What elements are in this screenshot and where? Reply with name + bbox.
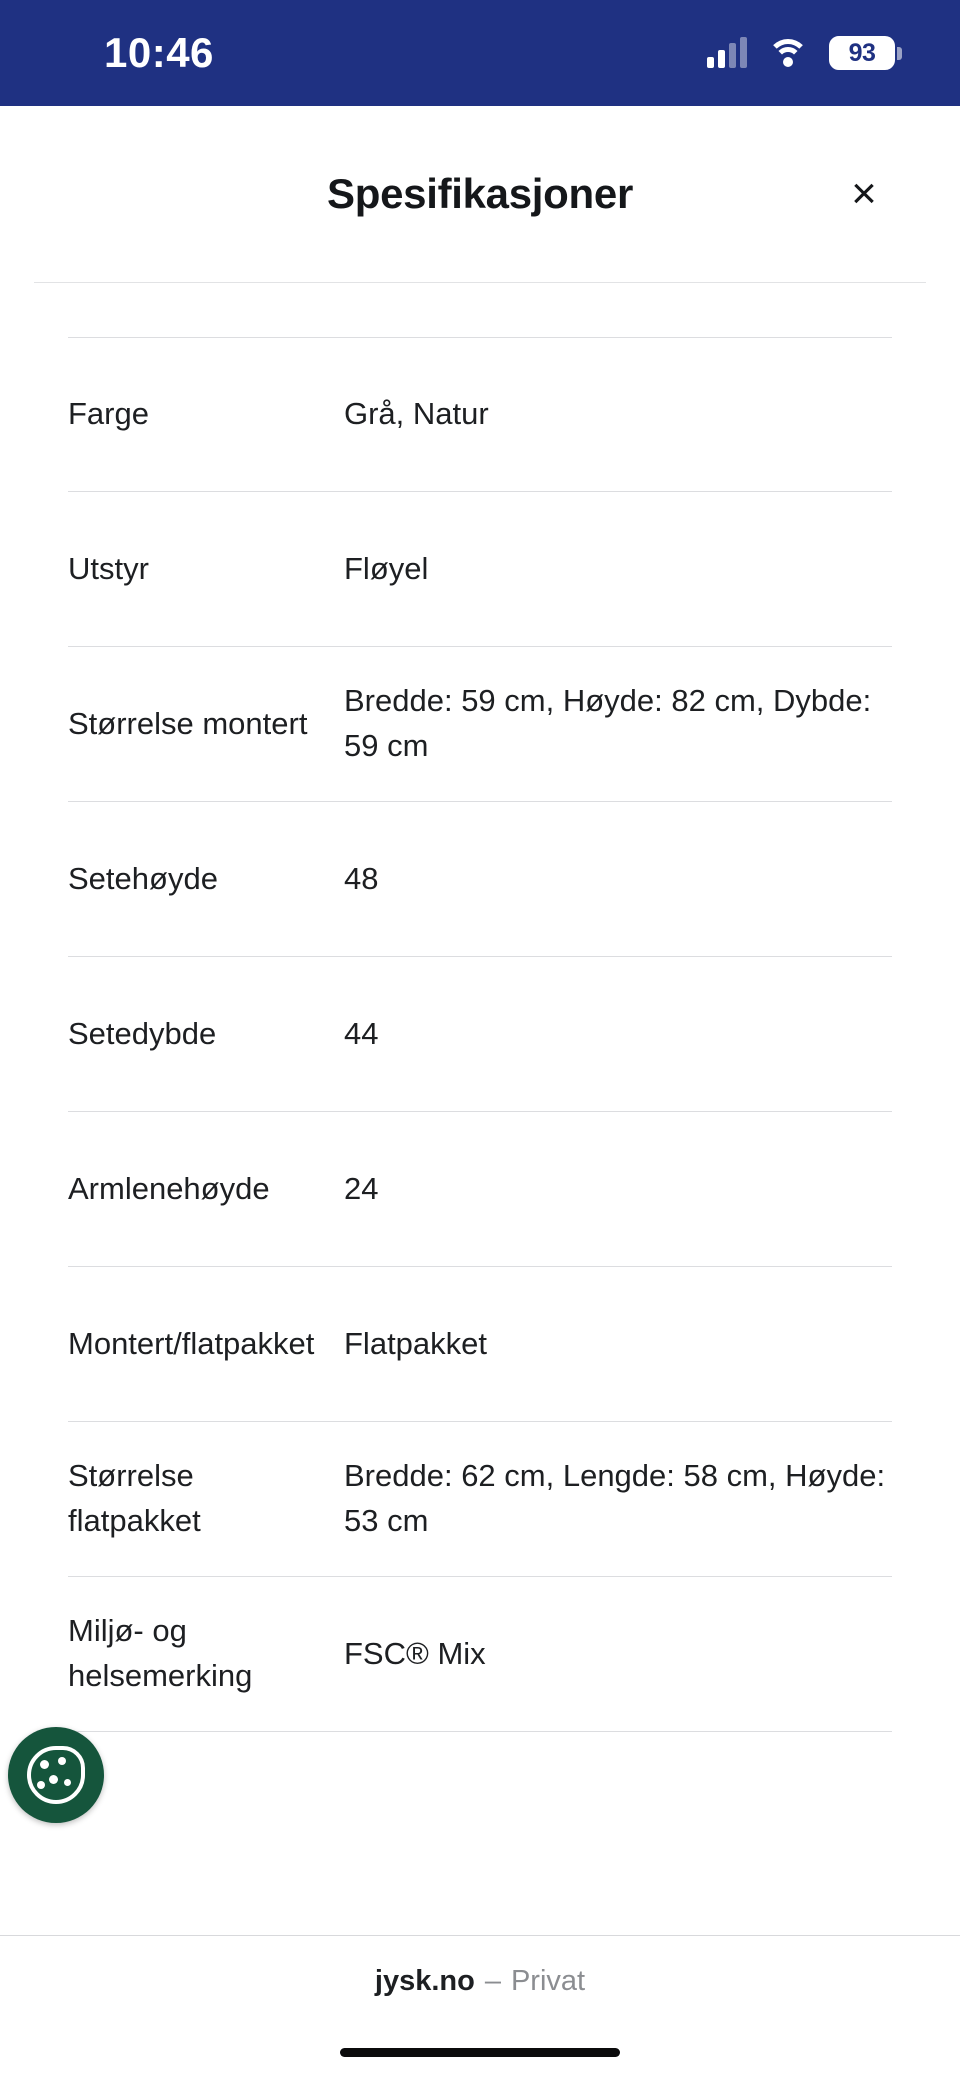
spec-value: Grå, Natur — [344, 396, 489, 432]
specifications-sheet — [0, 106, 960, 1935]
spec-value: FSC® Mix — [344, 1635, 486, 1671]
status-bar-clock: 10:46 — [104, 29, 214, 76]
spec-value: Bredde: 62 cm, Lengde: 58 cm, Høyde: 53 cm — [344, 1458, 886, 1538]
private-mode-label: Privat — [510, 1965, 586, 1997]
battery-percent-label: 93 — [829, 36, 895, 70]
spec-label: Utstyr — [68, 550, 149, 586]
spec-value: 44 — [344, 1015, 379, 1051]
spec-label: Montert/flatpakket — [68, 1325, 315, 1361]
table-row — [68, 1421, 892, 1576]
spec-label: Størrelse flatpakket — [68, 1458, 201, 1538]
battery-icon — [829, 36, 902, 70]
table-row — [68, 801, 892, 956]
spec-label: Farge — [68, 396, 149, 432]
spec-label: Setehøyde — [68, 860, 218, 896]
table-row — [68, 1111, 892, 1266]
spec-value: 48 — [344, 860, 379, 896]
table-row — [68, 646, 892, 801]
cellular-signal-icon — [707, 38, 747, 68]
spec-label: Miljø- og helsemerking — [68, 1613, 253, 1693]
table-row — [68, 1266, 892, 1421]
specifications-table — [0, 283, 960, 1732]
spec-label: Størrelse montert — [68, 705, 308, 741]
site-domain-label: jysk.no — [374, 1965, 475, 1997]
page-title: Spesifikasjoner — [327, 170, 633, 217]
spec-value: Fløyel — [344, 550, 429, 586]
sheet-header — [0, 106, 960, 282]
home-indicator[interactable] — [340, 2048, 620, 2057]
spec-label: Armlenehøyde — [68, 1170, 270, 1206]
spec-label: Setedybde — [68, 1015, 217, 1051]
spec-value: Flatpakket — [344, 1325, 488, 1361]
table-row — [68, 956, 892, 1111]
table-row — [68, 1576, 892, 1731]
cookie-settings-button[interactable] — [8, 1727, 104, 1823]
table-row — [68, 283, 892, 491]
wifi-icon — [767, 37, 809, 69]
battery-cap — [897, 47, 902, 60]
spec-value: Bredde: 59 cm, Høyde: 82 cm, Dybde: 59 cm — [344, 683, 872, 763]
close-icon[interactable]: × — [851, 169, 877, 218]
cookie-icon — [27, 1746, 85, 1804]
table-bottom-divider — [68, 1731, 892, 1732]
spec-value: 24 — [344, 1170, 379, 1206]
status-bar — [0, 0, 960, 106]
browser-address-bar[interactable] — [0, 1935, 960, 2027]
status-bar-indicators — [707, 36, 902, 70]
separator-dash: – — [484, 1965, 501, 1997]
table-row — [68, 491, 892, 646]
home-indicator-area — [0, 2027, 960, 2077]
